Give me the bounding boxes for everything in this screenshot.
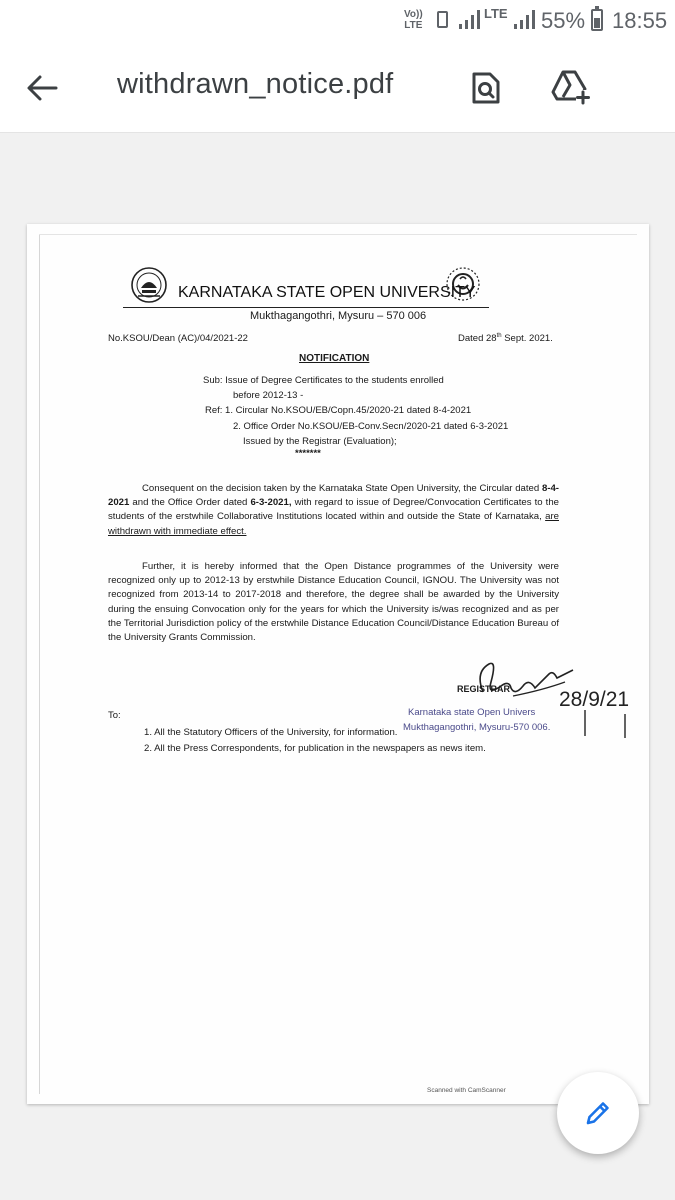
notice-date — [458, 333, 553, 344]
edit-fab-button[interactable] — [557, 1072, 639, 1154]
signal-strength-icon — [513, 10, 535, 30]
reference-line: Ref: 1. Circular No.KSOU/EB/Copn.45/2020-21 dated 8-4-2021 — [205, 405, 472, 416]
lte-label: LTE — [484, 6, 508, 21]
official-stamp-line: Karnataka state Open Univers — [408, 707, 536, 718]
signal-strength-icon — [458, 10, 480, 30]
distribution-item: 2. All the Press Correspondents, for publication in the newspapers as news item. — [144, 743, 486, 754]
sim-card-icon — [437, 11, 448, 28]
document-title: withdrawn_notice.pdf — [117, 68, 394, 100]
reference-line: 2. Office Order No.KSOU/EB-Conv.Secn/2020-21 dated 6-3-2021 — [233, 421, 509, 432]
header-rule — [123, 307, 489, 308]
paragraph-withdrawal — [108, 482, 559, 539]
date-ordinal: th — [496, 333, 502, 339]
app-bar — [0, 44, 675, 133]
clock: 18:55 — [612, 8, 668, 33]
battery-fill — [594, 18, 600, 28]
university-emblem-icon — [130, 266, 168, 304]
scan-edge-top — [39, 234, 637, 235]
back-arrow-icon — [22, 68, 62, 108]
document-search-icon — [468, 70, 504, 106]
back-button[interactable] — [22, 68, 70, 108]
university-address: Mukthagangothri, Mysuru – 570 006 — [250, 310, 427, 322]
circular-date: 8-4-2021 — [108, 483, 559, 509]
date-suffix: Sept. 2021. — [501, 333, 553, 345]
pencil-edit-icon — [583, 1098, 613, 1128]
to-label: To: — [108, 710, 121, 721]
scanner-watermark: Scanned with CamScanner — [427, 1087, 506, 1094]
reference-number: No.KSOU/Dean (AC)/04/2021-22 — [108, 333, 248, 344]
scan-edge-left — [39, 234, 40, 1094]
volte-lte-label: LTE — [404, 20, 423, 31]
para1-rest: with regard to issue of Degree/Convocation Certificates to the students of the erstwhile Collaborative Institutions located within and outside the State of Karnataka, — [108, 497, 559, 523]
pdf-page[interactable] — [27, 224, 649, 1104]
status-bar — [0, 0, 675, 44]
search-in-document-button[interactable] — [468, 70, 504, 106]
battery-icon — [591, 9, 603, 31]
add-to-drive-button[interactable] — [550, 68, 592, 108]
subject-line-continued: before 2012-13 - — [233, 390, 304, 401]
university-name: KARNATAKA STATE OPEN UNIVERSITY — [178, 284, 476, 301]
add-to-drive-icon — [550, 68, 592, 108]
volte-indicator — [404, 9, 423, 31]
separator-stars: ******* — [295, 448, 321, 459]
official-stamp-line: Mukthagangothri, Mysuru-570 006. — [403, 722, 551, 733]
notification-heading: NOTIFICATION — [299, 353, 370, 364]
para1-mid: and the Office Order dated — [129, 497, 251, 509]
paragraph-recognition: Further, it is hereby informed that the Open Distance programmes of the University were recognized only up to 2012-13 by erstwhile Distance Education Council, IGNOU. The University was not recognized from 2013-14 to 2017-2018 and therefore, the degree shall be awarded by the University during the ensuing Convocation only for the years for which the University is/was recognized and as per the Territorial Jurisdiction policy of the erstwhile Distance Education Council/Distance Education Bureau of the University Grants Commission. — [108, 561, 559, 644]
para1-lead: Consequent on the decision taken by the Karnataka State Open University, the Circular dated — [142, 483, 542, 494]
withdrawn-emphasis: are withdrawn with immediate effect. — [108, 511, 559, 537]
reference-line: Issued by the Registrar (Evaluation); — [243, 436, 397, 447]
office-order-date: 6-3-2021, — [250, 497, 292, 509]
distribution-item: 1. All the Statutory Officers of the University, for information. — [144, 727, 398, 738]
subject-line: Sub: Issue of Degree Certificates to the students enrolled — [203, 375, 444, 386]
signatory-title: REGISTRAR — [457, 684, 511, 694]
signature-date: 28/9/21 — [559, 688, 630, 711]
date-prefix: Dated 28 — [458, 333, 497, 345]
battery-percent: 55% — [541, 8, 586, 33]
volte-label: Vo)) — [404, 9, 423, 20]
